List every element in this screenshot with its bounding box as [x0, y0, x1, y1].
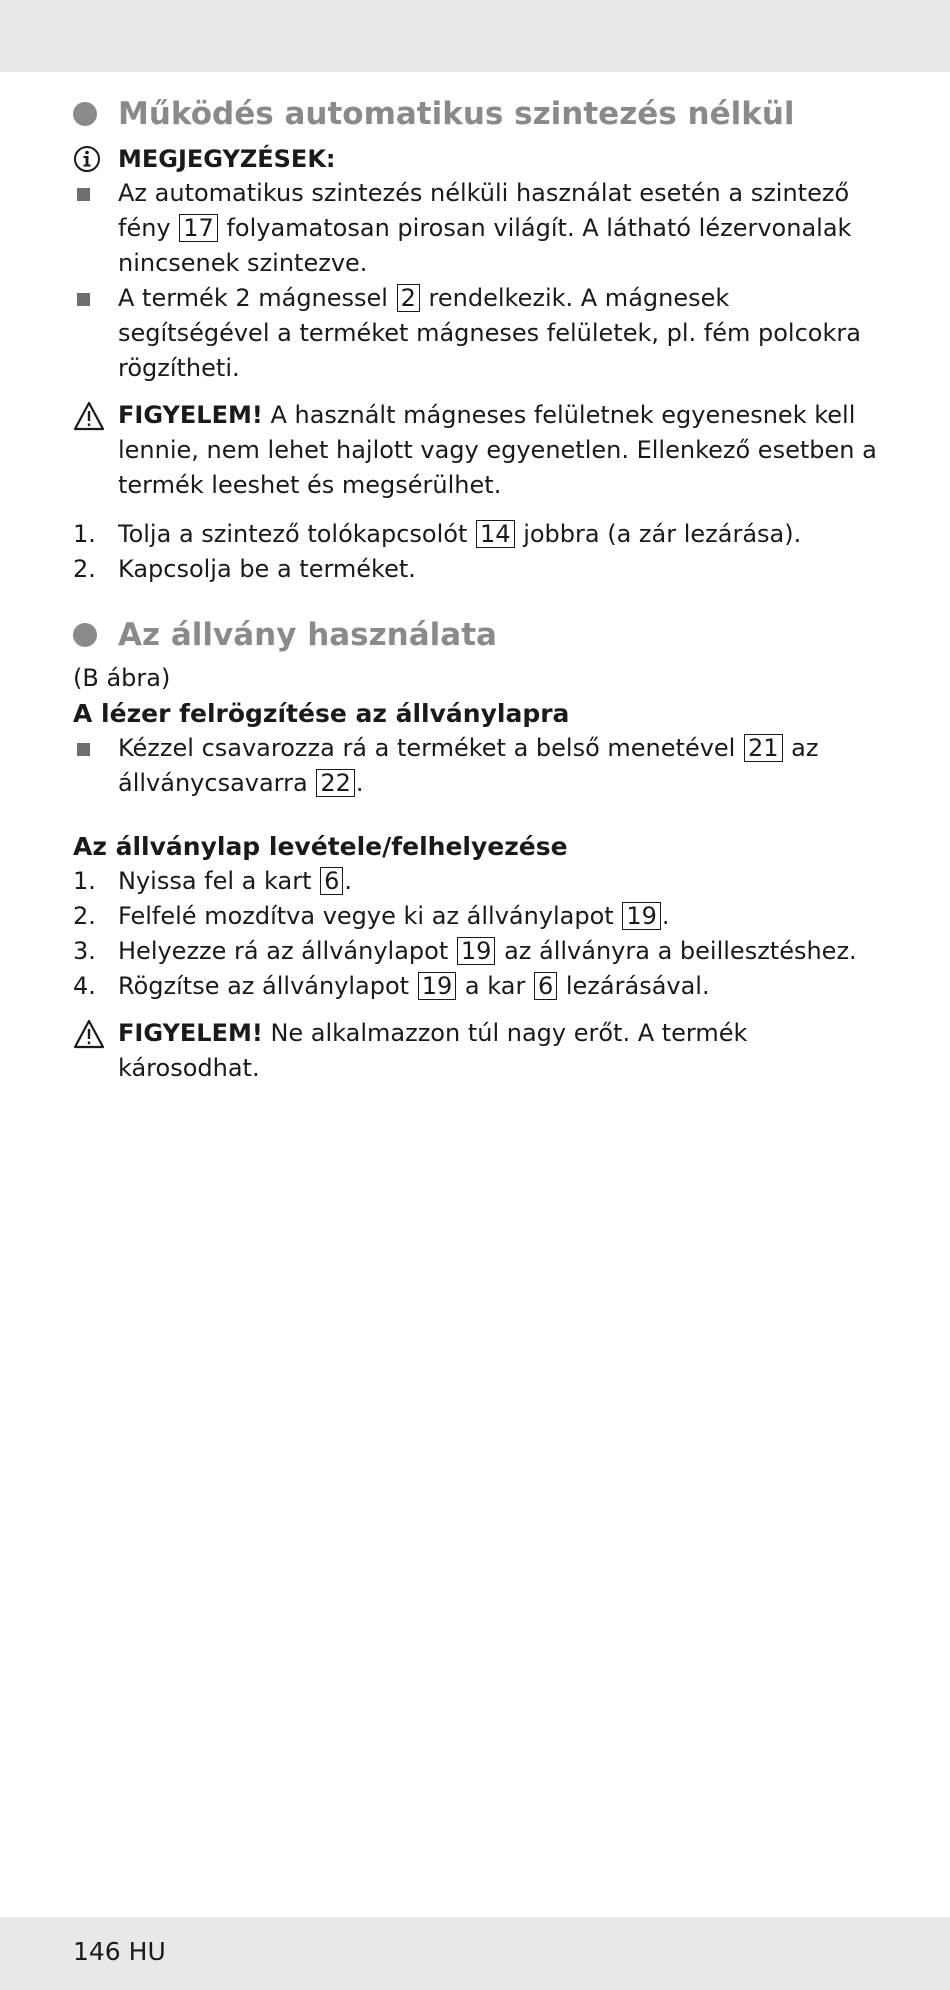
part-reference: 17	[179, 214, 218, 242]
page-number: 146 HU	[73, 1937, 166, 1966]
list-item	[73, 517, 883, 552]
step-text: Kapcsolja be a terméket.	[118, 555, 416, 583]
step-text: Felfelé mozdítva vegye ki az állványlapot	[118, 902, 614, 930]
sub-heading: A lézer felrögzítése az állványlapra	[73, 699, 570, 728]
list-item	[73, 864, 883, 899]
list-item	[73, 899, 883, 934]
part-reference: 22	[316, 769, 355, 797]
warning-block	[73, 398, 883, 503]
list-item	[73, 176, 883, 281]
note-text: rendelkezik. A mágnesek segítségével a terméket mágneses felületek, pl. fém polcokra rögzítheti.	[118, 284, 861, 382]
section-heading	[73, 88, 883, 140]
note-heading-label: MEGJEGYZÉSEK:	[118, 145, 336, 173]
step-text: Tolja a szintező tolókapcsolót	[118, 520, 468, 548]
bullet-text: az állványcsavarra	[118, 734, 819, 797]
part-reference: 19	[418, 972, 457, 1000]
info-icon	[73, 145, 101, 173]
sub-heading: Az állványlap levétele/felhelyezése	[73, 832, 568, 861]
part-reference: 2	[397, 284, 420, 312]
mount-list	[73, 731, 883, 801]
warning-label: FIGYELEM!	[118, 1019, 263, 1047]
warning-text: A használt mágneses felületnek egyenesnek kell lennie, nem lehet hajlott vagy egyenetlen. Ellenkező esetben a termék leeshet és megsérülhet.	[118, 401, 877, 499]
figure-reference: (B ábra)	[73, 664, 171, 692]
note-text: Az automatikus szintezés nélküli használat esetén a szintező fény	[118, 179, 850, 242]
list-item	[73, 934, 883, 969]
list-item	[73, 969, 883, 1004]
step-text: jobbra (a zár lezárása).	[523, 520, 802, 548]
warning-label: FIGYELEM!	[118, 401, 263, 429]
step-text: Nyissa fel a kart	[118, 867, 312, 895]
part-reference: 14	[476, 520, 515, 548]
steps-list	[73, 517, 883, 587]
note-text: A termék 2 mágnessel	[118, 284, 388, 312]
warning-block	[73, 1016, 883, 1086]
steps-list	[73, 864, 883, 1004]
section-title: Az állvány használata	[118, 617, 497, 653]
part-reference: 19	[457, 937, 496, 965]
list-item	[73, 281, 883, 386]
step-text: Rögzítse az állványlapot	[118, 972, 410, 1000]
bullet-dot-icon	[73, 102, 97, 126]
list-item	[73, 552, 883, 587]
note-heading	[73, 142, 883, 176]
warning-icon	[73, 401, 105, 431]
step-number: 1.	[73, 867, 96, 895]
step-text: a kar	[464, 972, 526, 1000]
section-title: Működés automatikus szintezés nélkül	[118, 96, 795, 132]
warning-icon	[73, 1019, 105, 1049]
bullet-dot-icon	[73, 623, 97, 647]
section-heading	[73, 609, 883, 661]
part-reference: 19	[622, 902, 661, 930]
step-number: 2.	[73, 555, 96, 583]
step-text: lezárásával.	[565, 972, 710, 1000]
step-number: 4.	[73, 972, 96, 1000]
step-number: 2.	[73, 902, 96, 930]
step-text: az állványra a beillesztéshez.	[504, 937, 857, 965]
step-text: Helyezze rá az állványlapot	[118, 937, 449, 965]
page-content	[73, 88, 883, 1086]
part-reference: 21	[744, 734, 783, 762]
warning-text: Ne alkalmazzon túl nagy erőt. A termék károsodhat.	[118, 1019, 748, 1082]
part-reference: 6	[534, 972, 557, 1000]
step-text: .	[661, 902, 670, 930]
step-text: .	[344, 867, 353, 895]
bullet-text: Kézzel csavarozza rá a terméket a belső menetével	[118, 734, 736, 762]
bullet-text: .	[355, 769, 364, 797]
header-band	[0, 0, 950, 72]
note-text: folyamatosan pirosan világít. A látható lézervonalak nincsenek szintezve.	[118, 214, 852, 277]
part-reference: 6	[320, 867, 343, 895]
step-number: 3.	[73, 937, 96, 965]
step-number: 1.	[73, 520, 96, 548]
list-item	[73, 731, 883, 801]
notes-list	[73, 176, 883, 386]
